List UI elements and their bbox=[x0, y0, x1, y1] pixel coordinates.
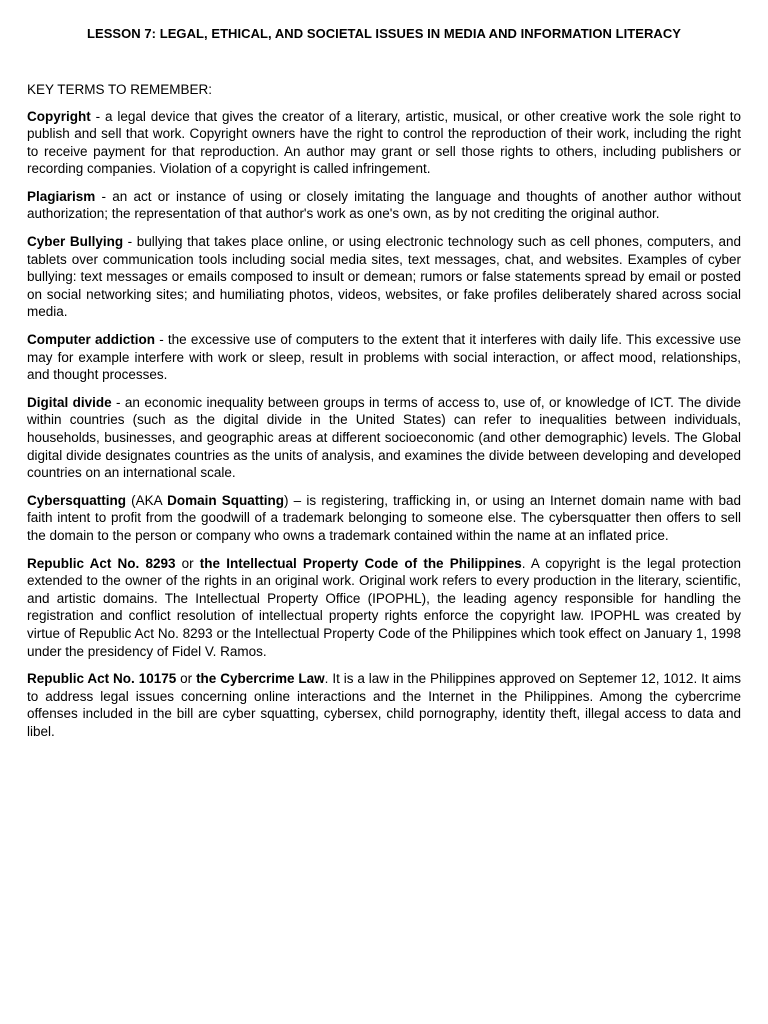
term-name: Republic Act No. 8293 bbox=[27, 555, 176, 571]
page-title: LESSON 7: LEGAL, ETHICAL, AND SOCIETAL ISSUES IN MEDIA AND INFORMATION LITERACY bbox=[86, 26, 682, 41]
term-copyright bbox=[27, 108, 741, 178]
term-computer-addiction bbox=[27, 331, 741, 384]
term-definition: - an economic inequality between groups in terms of access to, use of, or knowledge of ICT. The divide within countries (such as the digital divide in the United States) can refer to inequalities between individuals, households, businesses, and geographic areas at different socioeconomic (and other demographic) levels. The Global digital divide designates countries as the units of analysis, and examines the divide between developing and developed countries on an international scale. bbox=[27, 394, 741, 481]
term-name: Computer addiction bbox=[27, 332, 155, 348]
term-definition: - a legal device that gives the creator of a literary, artistic, musical, or other creative work the sole right to publish and sell that work. Copyright owners have the right to control the reproduction of their work, including the right to receive payment for that reproduction. An author may grant or sell those rights to others, including publishers or recording companies. Violation of a copyright is called infringement. bbox=[27, 108, 741, 177]
term-definition: - the excessive use of computers to the extent that it interferes with daily life. This excessive use may for example interfere with work or sleep, result in problems with social interaction, or affect mood, relationships, and thought processes. bbox=[27, 332, 742, 383]
term-name: Digital divide bbox=[27, 394, 112, 410]
term-alt-name: Domain Squatting bbox=[167, 492, 284, 508]
term-cyber-bullying bbox=[27, 233, 741, 321]
term-cybersquatting bbox=[27, 492, 741, 545]
term-ra-10175 bbox=[27, 670, 741, 740]
term-plagiarism bbox=[27, 188, 741, 223]
term-definition: . It is a law in the Philippines approved on Septemer 12, 1012. It aims to address legal issues concerning online interactions and the Internet in the Philippines. Among the cybercrime offenses included in the bill are cyber squatting, cybersex, child pornography, identity theft, illegal access to data and libel. bbox=[27, 671, 742, 739]
term-ra-8293 bbox=[27, 555, 741, 661]
term-connector: (AKA bbox=[126, 492, 168, 508]
term-connector: or bbox=[175, 555, 200, 571]
term-name: Plagiarism bbox=[27, 188, 96, 204]
term-alt-name: the Cybercrime Law bbox=[196, 671, 325, 687]
section-label: KEY TERMS TO REMEMBER: bbox=[27, 82, 213, 97]
term-name: Copyright bbox=[27, 108, 91, 124]
term-definition: - an act or instance of using or closely imitating the language and thoughts of another author without authorization; the representation of that author's work as one's own, as by not crediting the original author. bbox=[27, 188, 741, 222]
term-definition: ) – is registering, trafficking in, or using an Internet domain name with bad faith intent to profit from the goodwill of a trademark belonging to someone else. The cybersquatter then offers to sell the domain to the person or company who owns a trademark contained within the name at an inflated price. bbox=[27, 492, 741, 543]
term-digital-divide bbox=[27, 394, 741, 482]
term-definition: - bullying that takes place online, or using electronic technology such as cell phones, computers, and tablets over communication tools including social media sites, text messages, chat, and websites. Examples of cyber bullying: text messages or emails composed to insult or demean; rumors or false statements spread by email or posted on social networking sites; and humiliating photos, videos, websites, or fake profiles deliberately shared across social media. bbox=[27, 234, 742, 320]
term-name: Republic Act No. 10175 bbox=[27, 671, 177, 687]
term-connector: or bbox=[176, 671, 197, 687]
term-definition: . A copyright is the legal protection extended to the owner of the rights in an original work. Original work refers to every production in the literary, scientific, and artistic domains. The Intellectual Property Office (IPOPHL), the leading agency responsible for handling the registration and conflict resolution of intellectual property rights enforce the copyright law. IPOPHL was created by virtue of Republic Act No. 8293 or the Intellectual Property Code of the Philippines which took effect on January 1, 1998 under the presidency of Fidel V. Ramos. bbox=[27, 555, 741, 659]
term-alt-name: the Intellectual Property Code of the Philippines bbox=[199, 555, 522, 571]
term-name: Cybersquatting bbox=[27, 492, 127, 508]
term-name: Cyber Bullying bbox=[27, 234, 124, 250]
